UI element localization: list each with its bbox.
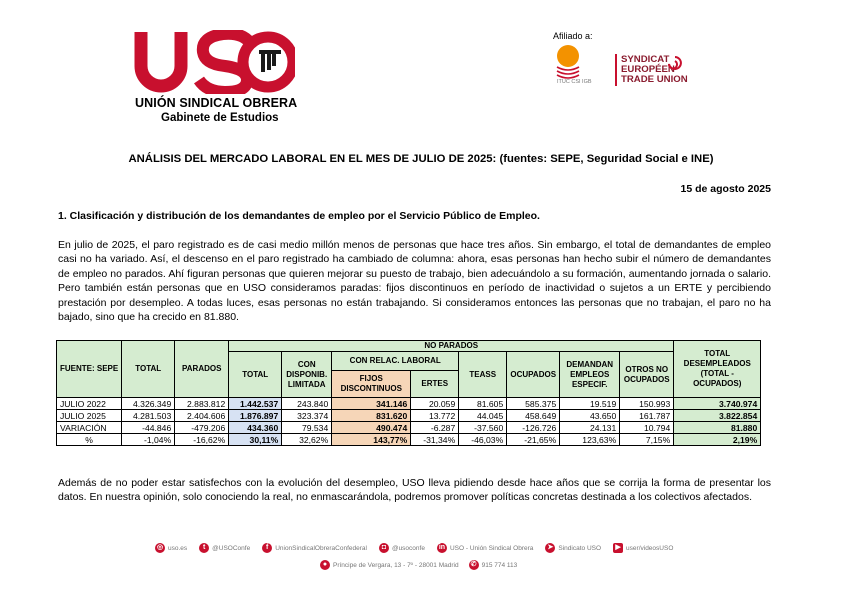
table-cell: 831.620 — [332, 410, 411, 422]
youtube-icon: ▶ — [613, 543, 623, 553]
table-cell: -44.846 — [122, 422, 175, 434]
col-header-total-desempleados: TOTAL DESEMPLEADOS (TOTAL -OCUPADOS) — [674, 341, 761, 398]
footer-link-twitter[interactable] — [199, 543, 250, 553]
table-cell: 43.650 — [560, 410, 620, 422]
table-cell: % — [57, 434, 122, 446]
table-cell: 3.740.974 — [674, 398, 761, 410]
footer-link-label: USO - Unión Sindical Obrera — [449, 544, 534, 552]
table-cell: 10.794 — [620, 422, 674, 434]
demandantes-table — [56, 340, 761, 446]
table-row — [57, 422, 761, 434]
table-cell: 123,63% — [560, 434, 620, 446]
footer-link-label: @USOConfe — [212, 544, 251, 552]
table-cell: 30,11% — [229, 434, 282, 446]
footer-link-youtube[interactable] — [613, 543, 673, 553]
department-name: Gabinete de Estudios — [161, 112, 279, 124]
table-cell: 79.534 — [282, 422, 332, 434]
facebook-icon: f — [262, 543, 272, 553]
etuc-line: SYNDICAT — [621, 54, 670, 65]
table-cell: 243.840 — [282, 398, 332, 410]
table-cell: 3.822.854 — [674, 410, 761, 422]
col-header-con-relac: CON RELAC. LABORAL — [332, 352, 459, 371]
col-header-no-parados: NO PARADOS — [229, 341, 674, 352]
uso-logo — [133, 30, 295, 99]
table-cell: -16,62% — [175, 434, 229, 446]
footer-link-instagram[interactable] — [379, 543, 425, 553]
table-cell: -479.206 — [175, 422, 229, 434]
intro-paragraph: En julio de 2025, el paro registrado es de casi medio millón menos de personas que hace tres años. Sin embargo, el total de demandantes de empleo casi no ha variado. Así, el descenso en el paro registrado ha cambiado de columna: ahora, esas personas han hecho subir el número de demandantes de empleo no parados. Ahí figuran personas que quieren mejorar su puesto de trabajo, bien adecuándolo a su formación, aumentando jornada o salario. Pero también están personas que en USO consideramos paradas: fijos discontinuos en período de inactividad o sujetos a un ERTE y percibiendo prestación por desempleo. A todas luces, esas personas no están trabajando. Si consideramos entonces las personas que no trabajan, el paro no ha bajado, sino que ha crecido en 81.880. — [58, 239, 771, 324]
footer-link-label: user/videosUSO — [626, 544, 674, 552]
etuc-line: EUROPÉEN — [621, 64, 675, 75]
footer-link-linkedin[interactable] — [437, 543, 533, 553]
header-row — [57, 341, 761, 352]
table-cell: -6.287 — [411, 422, 459, 434]
table-cell: 32,62% — [282, 434, 332, 446]
table-cell: 1.442.537 — [229, 398, 282, 410]
col-header-ocupados: OCUPADOS — [507, 352, 560, 398]
table-cell: 24.131 — [560, 422, 620, 434]
table-cell: JULIO 2022 — [57, 398, 122, 410]
footer-contact — [320, 560, 517, 570]
col-header-parados: PARADOS — [175, 341, 229, 398]
phone-icon: ✆ — [469, 560, 479, 570]
footer-link-label: Sindicato USO — [558, 544, 602, 552]
table-cell: 585.375 — [507, 398, 560, 410]
col-header-source: FUENTE: SEPE — [57, 341, 122, 398]
table-cell: 161.787 — [620, 410, 674, 422]
footer-link-label: @usoconfe — [391, 544, 425, 552]
table-cell: 44.045 — [459, 410, 507, 422]
etuc-swirl-icon — [668, 56, 682, 77]
table-cell: 20.059 — [411, 398, 459, 410]
table-cell: 4.326.349 — [122, 398, 175, 410]
col-header-np-total: TOTAL — [229, 352, 282, 398]
table-cell: -46,03% — [459, 434, 507, 446]
table-cell: 490.474 — [332, 422, 411, 434]
footer-address — [320, 560, 459, 570]
table-cell: 81.605 — [459, 398, 507, 410]
table-cell: 143,77% — [332, 434, 411, 446]
footer-phone-label: 915 774 113 — [481, 561, 518, 569]
affiliated-label: Afiliado a: — [553, 31, 593, 41]
table-row — [57, 398, 761, 410]
closing-paragraph: Además de no poder estar satisfechos con la evolución del desempleo, USO lleva pidiendo desde hace años que se corrija la forma de presentar los datos. En nuestra opinión, solo conociendo la real, no enmascarándola, podremos promover políticas concretas destinada a los colectivos afectados. — [58, 477, 771, 504]
footer-link-label: UnionSindicalObreraConfederal — [275, 544, 367, 552]
table-cell: 2,19% — [674, 434, 761, 446]
etuc-line: TRADE UNION — [621, 74, 688, 85]
col-header-demandan: DEMANDAN EMPLEOS ESPECIF. — [560, 352, 620, 398]
globe-icon: ◎ — [156, 544, 164, 551]
table-cell: -126.726 — [507, 422, 560, 434]
col-header-fijos: FIJOS DISCONTINUOS — [332, 371, 411, 398]
footer-social-links — [155, 543, 673, 553]
footer-link-label: uso.es — [168, 544, 188, 552]
table-row — [57, 410, 761, 422]
col-header-ertes: ERTES — [411, 371, 459, 398]
table-cell: 458.649 — [507, 410, 560, 422]
footer-phone[interactable] — [469, 560, 518, 570]
telegram-icon: ➤ — [545, 543, 555, 553]
table-cell: 323.374 — [282, 410, 332, 422]
table-cell: 2.404.606 — [175, 410, 229, 422]
footer-link-web[interactable] — [155, 543, 187, 553]
footer-address-label: Príncipe de Vergara, 13 - 7º - 28001 Madrid — [333, 561, 459, 569]
col-header-otros: OTROS NO OCUPADOS — [620, 352, 674, 398]
table-cell: 19.519 — [560, 398, 620, 410]
table-cell: 7,15% — [620, 434, 674, 446]
etuc-mark — [614, 54, 620, 91]
section-title: 1. Clasificación y distribución de los demandantes de empleo por el Servicio Público de Empleo. — [58, 210, 540, 222]
table-cell: 434.360 — [229, 422, 282, 434]
document-title: ANÁLISIS DEL MERCADO LABORAL EN EL MES DE JULIO DE 2025: (fuentes: SEPE, Seguridad Social e INE) — [128, 153, 714, 165]
table-cell: -21,65% — [507, 434, 560, 446]
table-cell: -37.560 — [459, 422, 507, 434]
table-cell: VARIACIÓN — [57, 422, 122, 434]
location-icon: ● — [320, 560, 330, 570]
table-cell: 2.883.812 — [175, 398, 229, 410]
col-header-total: TOTAL — [122, 341, 175, 398]
instagram-icon: ◘ — [379, 543, 389, 553]
table-cell: -31,34% — [411, 434, 459, 446]
footer-link-facebook[interactable] — [262, 543, 367, 553]
document-date: 15 de agosto 2025 — [680, 183, 771, 195]
table-row — [57, 434, 761, 446]
col-header-teass: TEASS — [459, 352, 507, 398]
table-cell: 4.281.503 — [122, 410, 175, 422]
table-cell: 1.876.897 — [229, 410, 282, 422]
footer-link-telegram[interactable] — [545, 543, 601, 553]
ituc-label: ITUC CSI IGB — [557, 79, 592, 85]
col-header-con-disponib: CON DISPONIB. LIMITADA — [282, 352, 332, 398]
table-cell: 81.880 — [674, 422, 761, 434]
table-cell: -1,04% — [122, 434, 175, 446]
table-cell: JULIO 2025 — [57, 410, 122, 422]
table-cell: 13.772 — [411, 410, 459, 422]
org-name: UNIÓN SINDICAL OBRERA — [135, 96, 298, 110]
linkedin-icon: in — [438, 544, 446, 551]
twitter-icon: t — [199, 543, 209, 553]
table-cell: 341.146 — [332, 398, 411, 410]
table-cell: 150.993 — [620, 398, 674, 410]
